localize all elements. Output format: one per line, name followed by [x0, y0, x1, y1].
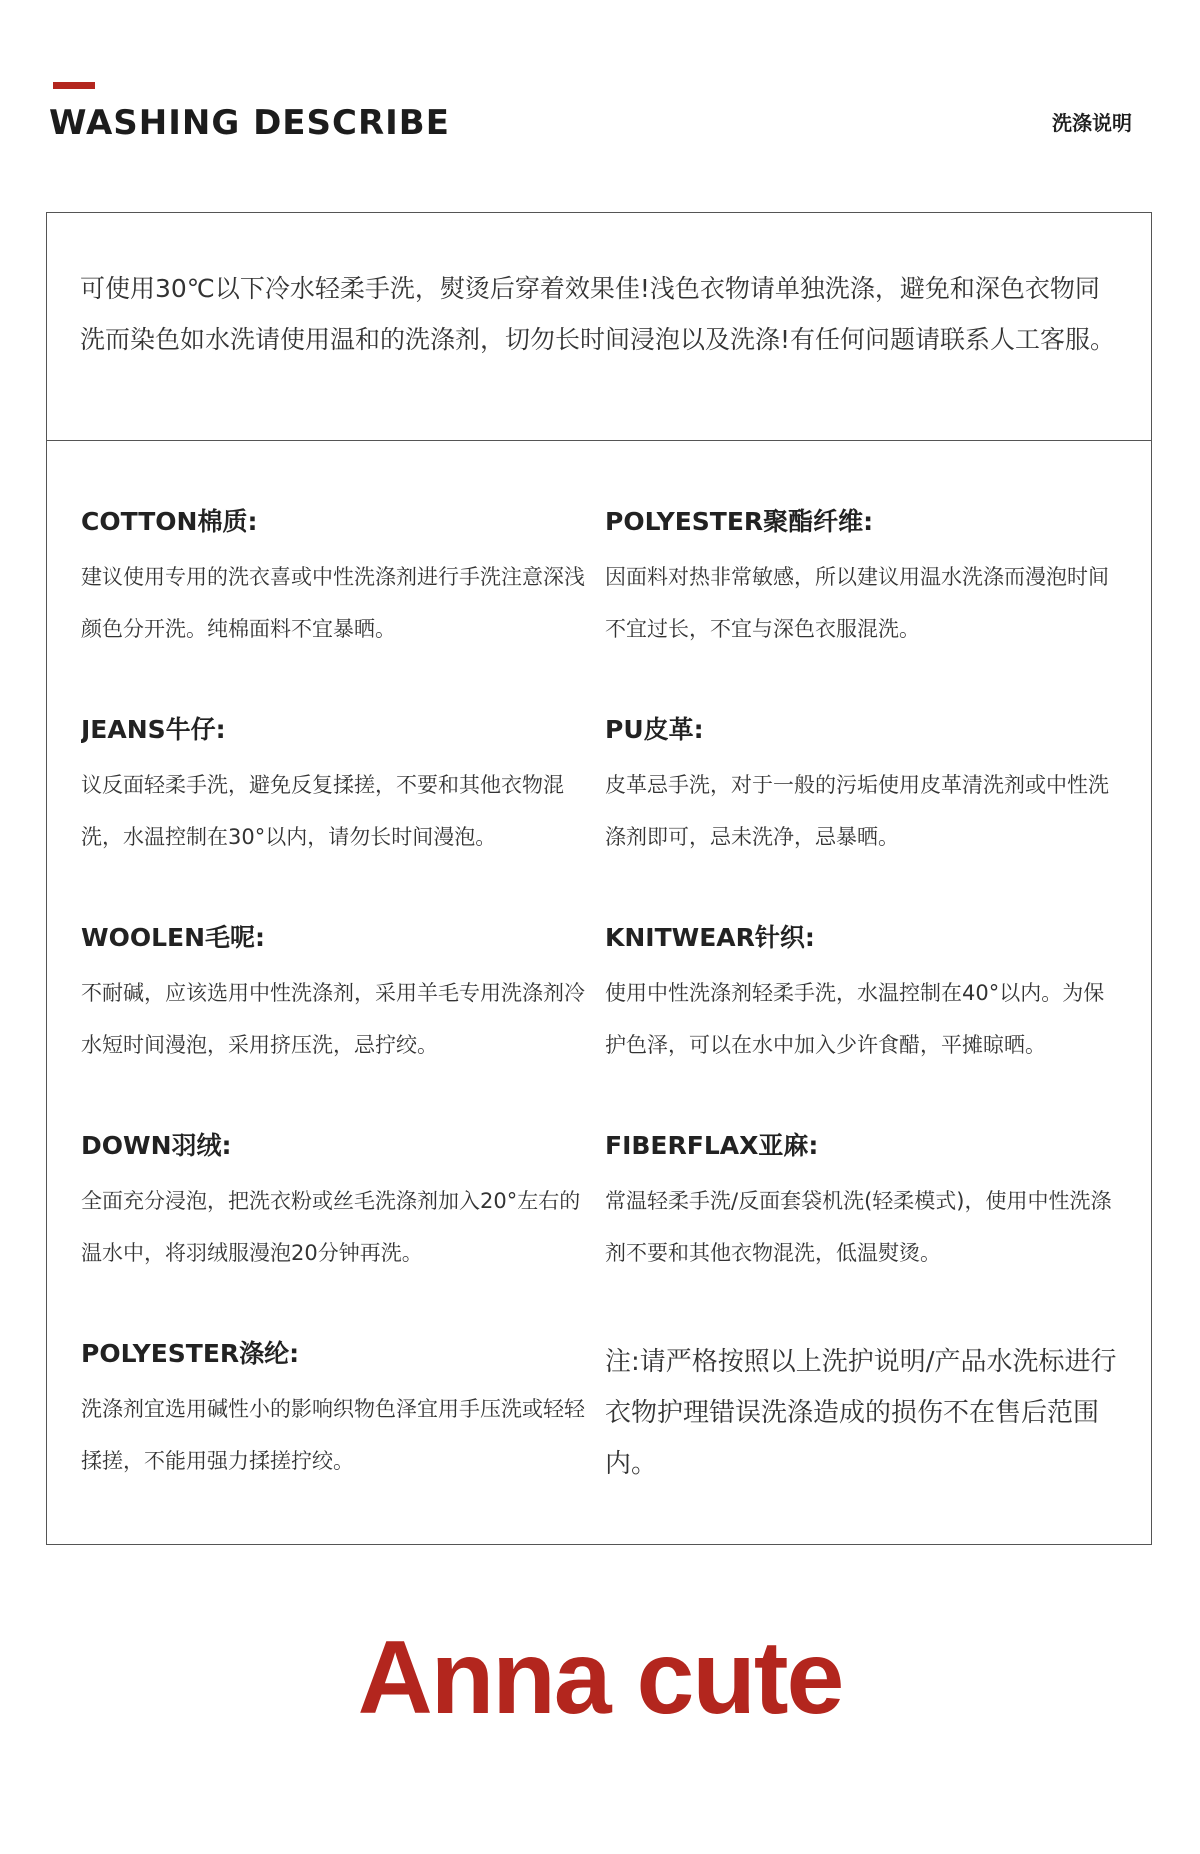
- material-knitwear: [605, 921, 1121, 1129]
- material-pu-leather: [605, 713, 1121, 921]
- material-jeans: [81, 713, 597, 921]
- material-fiberflax: [605, 1129, 1121, 1337]
- material-body: 常温轻柔手洗/反面套袋机洗(轻柔模式)，使用中性洗涤剂不要和其他衣物混洗，低温熨烫。: [605, 1189, 1112, 1265]
- material-title: POLYESTER涤纶:: [81, 1339, 300, 1368]
- material-title: WOOLEN毛呢:: [81, 923, 266, 952]
- page-title: WASHING DESCRIBE: [49, 103, 450, 143]
- material-title: COTTON棉质:: [81, 507, 258, 536]
- material-body: 议反面轻柔手洗，避免反复揉搓，不要和其他衣物混洗，水温控制在30°以内，请勿长时间漫泡。: [81, 773, 564, 849]
- material-body: 建议使用专用的洗衣喜或中性洗涤剂进行手洗注意深浅颜色分开洗。纯棉面料不宜暴晒。: [81, 565, 585, 641]
- material-body: 使用中性洗涤剂轻柔手洗，水温控制在40°以内。为保护色泽，可以在水中加入少许食醋，平摊晾晒。: [605, 981, 1105, 1057]
- intro-text: 可使用30℃以下冷水轻柔手洗，熨烫后穿着效果佳!浅色衣物请单独洗涤，避免和深色衣物同洗而染色如水洗请使用温和的洗涤剂，切勿长时间浸泡以及洗涤!有任何问题请联系人工客服。: [80, 274, 1116, 354]
- material-body: 皮革忌手洗，对于一般的污垢使用皮革清洗剂或中性洗涤剂即可，忌未洗净，忌暴晒。: [605, 773, 1109, 849]
- washing-card: [46, 212, 1152, 1545]
- material-title: PU皮革:: [605, 715, 704, 744]
- material-polyester-fiber: [605, 505, 1121, 713]
- material-title: DOWN羽绒:: [81, 1131, 232, 1160]
- material-body: 洗涤剂宜选用碱性小的影响织物色泽宜用手压洗或轻轻揉搓，不能用强力揉搓拧绞。: [81, 1397, 585, 1473]
- intro-section: [47, 213, 1151, 441]
- material-title: FIBERFLAX亚麻:: [605, 1131, 819, 1160]
- material-title: KNITWEAR针织:: [605, 923, 815, 952]
- material-down: [81, 1129, 597, 1337]
- brand-logo: Anna cute: [357, 1620, 843, 1736]
- accent-bar: [53, 82, 95, 89]
- material-woolen: [81, 921, 597, 1129]
- material-body: 全面充分浸泡，把洗衣粉或丝毛洗涤剂加入20°左右的温水中，将羽绒服漫泡20分钟再洗。: [81, 1189, 581, 1265]
- material-polyester-terylene: [81, 1337, 597, 1545]
- material-title: POLYESTER聚酯纤维:: [605, 507, 874, 536]
- care-note-text: 注:请严格按照以上洗护说明/产品水洗标进行衣物护理错误洗涤造成的损伤不在售后范围内。: [605, 1347, 1117, 1479]
- care-note: [605, 1337, 1121, 1545]
- page-title-cn: 洗涤说明: [1052, 111, 1132, 135]
- material-title: JEANS牛仔:: [81, 715, 226, 744]
- material-body: 不耐碱，应该选用中性洗涤剂，采用羊毛专用洗涤剂冷水短时间漫泡，采用挤压洗，忌拧绞。: [81, 981, 585, 1057]
- material-cotton: [81, 505, 597, 713]
- materials-grid: [81, 505, 1121, 1545]
- material-body: 因面料对热非常敏感，所以建议用温水洗涤而漫泡时间不宜过长，不宜与深色衣服混洗。: [605, 565, 1109, 641]
